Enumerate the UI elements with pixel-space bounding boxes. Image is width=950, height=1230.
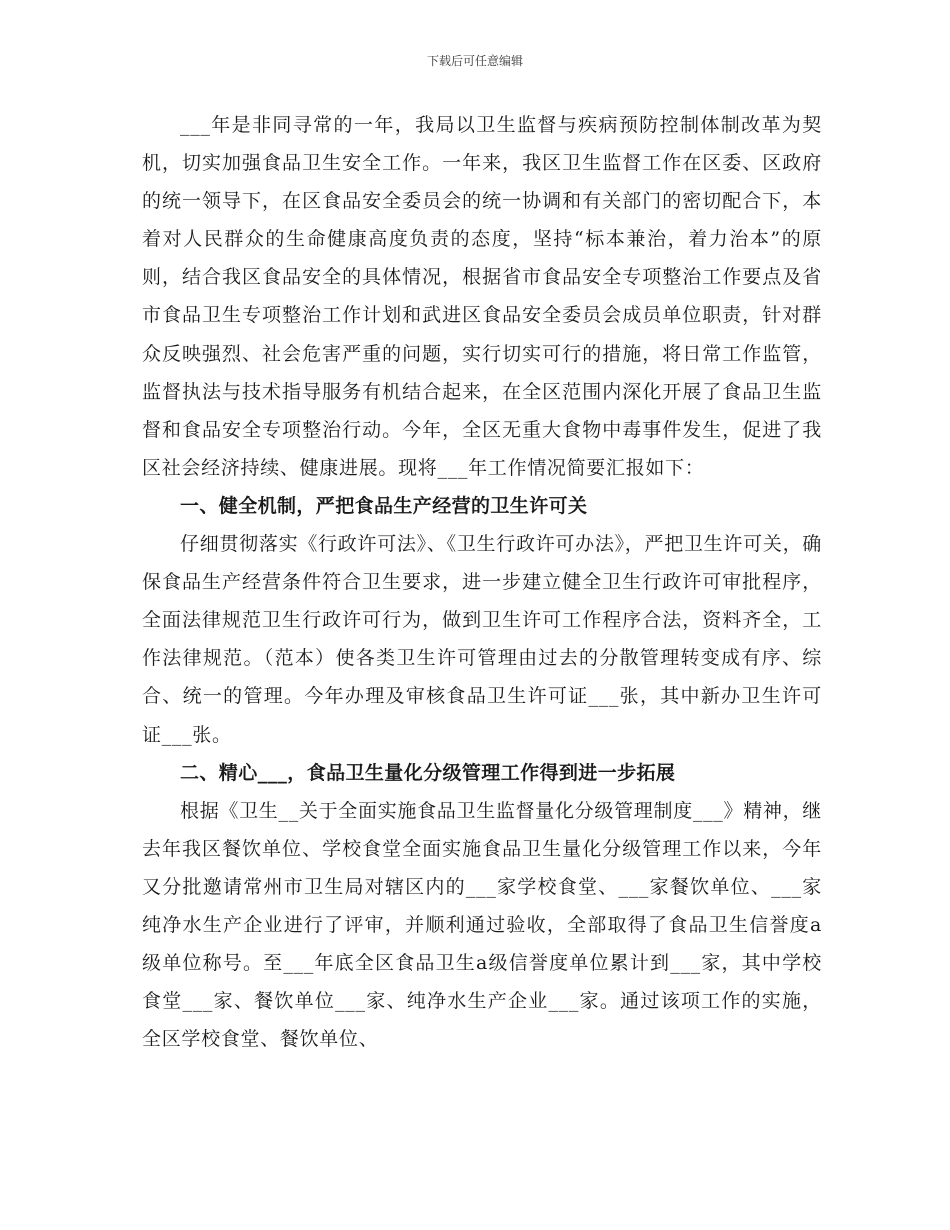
section-1-paragraph: 仔细贯彻落实《行政许可法》、《卫生行政许可办法》，严把卫生许可关，确保食品生产经营条件符合卫生要求，进一步建立健全卫生行政许可审批程序，全面法律规范卫生行政许可行为，做到卫生许可工作程序合法，资料齐全，工作法律规范。（范本）使各类卫生许可管理由过去的分散管理转变成有序、综合、统一的管理。今年办理及审核食品卫生许可证___张，其中新办卫生许可证___张。 [142,533,822,746]
document-body [142,106,822,1058]
section-2-paragraph: 根据《卫生__关于全面实施食品卫生监督量化分级管理制度___》精神，继去年我区餐饮单位、学校食堂全面实施食品卫生量化分级管理工作以来，今年又分批邀请常州市卫生局对辖区内的___家学校食堂、___家餐饮单位、___家纯净水生产企业进行了评审，并顺利通过验收，全部取得了食品卫生信誉度a级单位称号。至___年底全区食品卫生a级信誉度单位累计到___家，其中学校食堂___家、餐饮单位___家、纯净水生产企业___家。通过该项工作的实施，全区学校食堂、餐饮单位、 [142,799,823,1051]
section-1-heading: 一、健全机制，严把食品生产经营的卫生许可关 [180,494,588,517]
section-2-heading: 二、精心___，食品卫生量化分级管理工作得到进一步拓展 [180,761,676,784]
page-header-note: 下载后可任意编辑 [426,54,523,68]
intro-paragraph: ___年是非同寻常的一年，我局以卫生监督与疾病预防控制体制改革为契机，切实加强食品卫生安全工作。一年来，我区卫生监督工作在区委、区政府的统一领导下，在区食品安全委员会的统一协调和有关部门的密切配合下，本着对人民群众的生命健康高度负责的态度，坚持“标本兼治，着力治本”的原则，结合我区食品安全的具体情况，根据省市食品安全专项整治工作要点及省市食品卫生专项整治工作计划和武进区食品安全委员会成员单位职责，针对群众反映强烈、社会危害严重的问题，实行切实可行的措施，将日常工作监管，监督执法与技术指导服务有机结合起来，在全区范围内深化开展了食品卫生监督和食品安全专项整治行动。今年，全区无重大食物中毒事件发生，促进了我区社会经济持续、健康进展。现将___年工作情况简要汇报如下： [142,114,822,479]
